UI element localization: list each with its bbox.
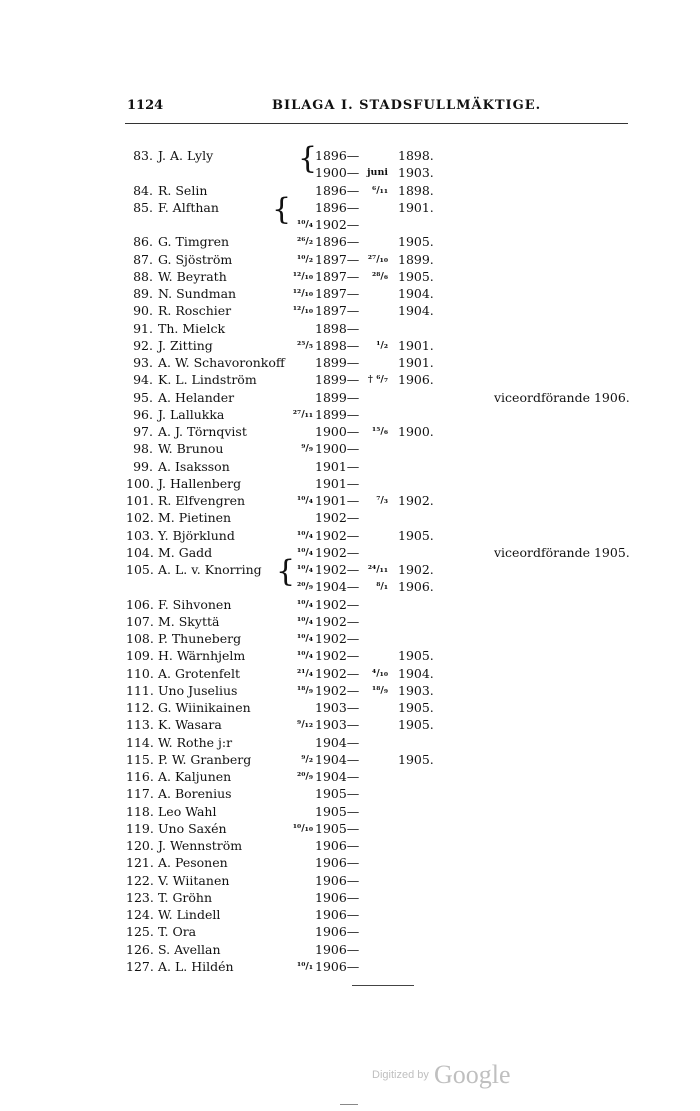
- start-year: 1902—: [315, 631, 360, 646]
- entry-number: 105.: [126, 562, 154, 577]
- list-item: [0, 320, 700, 337]
- member-name: J. A. Lyly: [158, 148, 214, 163]
- member-name: S. Avellan: [158, 941, 221, 957]
- list-item: [0, 268, 700, 285]
- start-date: ¹⁰/₄: [297, 615, 313, 627]
- start-year: 1899—: [315, 372, 360, 388]
- start-date: ²⁶/₂: [297, 236, 313, 248]
- start-year: 1906—: [315, 855, 360, 871]
- list-item: [0, 216, 700, 233]
- end-year: 1905.: [398, 527, 434, 543]
- end-date: † ⁶/₇: [367, 374, 388, 386]
- member-name: A. Borenius: [158, 786, 232, 802]
- entry-number: 121.: [126, 855, 154, 871]
- member-name: J. Zitting: [158, 337, 213, 353]
- start-year: 1906—: [315, 838, 360, 853]
- entry-number: 114.: [126, 734, 154, 750]
- start-date: ¹⁰/₂: [297, 253, 313, 265]
- start-year: 1902—: [315, 665, 360, 681]
- end-year: 1905.: [398, 268, 434, 284]
- start-year: 1906—: [315, 941, 360, 957]
- entry-number: 119.: [126, 820, 154, 836]
- entry-number: 90.: [133, 303, 153, 319]
- member-name: A. Isaksson: [158, 458, 230, 474]
- member-name: Uno Juselius: [158, 682, 238, 698]
- end-rule: [352, 985, 414, 986]
- start-year: 1897—: [315, 286, 360, 301]
- list-item: [0, 941, 700, 958]
- footer-mark: [340, 1104, 358, 1105]
- start-date: ²⁵/₅: [297, 339, 313, 351]
- start-date: ⁹/₂: [301, 753, 313, 765]
- entry-number: 98.: [133, 441, 153, 457]
- start-year: 1899—: [315, 389, 360, 405]
- entry-number: 124.: [126, 907, 154, 922]
- list-item: [0, 665, 700, 682]
- start-date: ¹⁰/₄: [297, 219, 313, 230]
- brace-left: {: [276, 554, 296, 589]
- end-year: 1903.: [398, 682, 434, 698]
- start-year: 1901—: [315, 458, 360, 474]
- start-date: ¹⁰/₄: [297, 546, 313, 558]
- start-year: 1902—: [315, 217, 360, 232]
- member-name: G. Wiinikainen: [158, 700, 251, 715]
- member-name: R. Selin: [158, 182, 208, 198]
- member-name: F. Alfthan: [158, 199, 219, 215]
- end-date: ¹/₂: [376, 339, 388, 351]
- end-year: 1899.: [398, 251, 434, 267]
- start-date: ²⁰/₉: [297, 581, 313, 593]
- start-year: 1905—: [315, 786, 360, 802]
- start-year: 1902—: [315, 510, 360, 526]
- start-year: 1904—: [315, 769, 360, 784]
- brace-left: {: [272, 192, 292, 227]
- watermark-prefix: Digitized by: [372, 1069, 429, 1081]
- end-year: 1905.: [398, 751, 434, 767]
- start-date: ¹²/₁₀: [292, 305, 313, 317]
- list-item: [0, 699, 700, 716]
- list-item: [0, 561, 700, 578]
- member-name: J. Hallenberg: [158, 475, 242, 491]
- start-date: ¹⁰/₄: [297, 495, 313, 506]
- page-title: BILAGA I. STADSFULLMÄKTIGE.: [272, 98, 542, 113]
- entry-number: 104.: [126, 544, 154, 560]
- start-year: 1906—: [315, 872, 360, 888]
- entry-number: 91.: [133, 320, 153, 336]
- end-year: 1906.: [398, 579, 434, 595]
- end-date: ²⁷/₁₀: [367, 253, 388, 265]
- list-item: [0, 302, 700, 319]
- end-year: 1905.: [398, 648, 434, 664]
- end-year: 1905.: [398, 700, 434, 715]
- entry-number: 85.: [133, 199, 153, 215]
- start-year: 1902—: [315, 562, 360, 577]
- entry-number: 84.: [133, 182, 153, 198]
- entry-number: 86.: [133, 234, 153, 250]
- list-item: [0, 389, 700, 406]
- entry-number: 92.: [133, 337, 153, 353]
- list-item: [0, 182, 700, 199]
- list-item: [0, 354, 700, 371]
- member-name: V. Wiitanen: [158, 872, 230, 888]
- member-name: W. Rothe j:r: [158, 734, 233, 750]
- start-date: ¹⁰/₄: [297, 529, 313, 541]
- list-item: [0, 458, 700, 475]
- list-item: [0, 785, 700, 802]
- end-year: 1898.: [398, 148, 434, 163]
- list-item: [0, 406, 700, 423]
- list-item: [0, 803, 700, 820]
- entry-number: 112.: [126, 700, 154, 715]
- entry-number: 123.: [126, 889, 154, 905]
- list-item: [0, 440, 700, 457]
- start-year: 1900—: [315, 441, 360, 457]
- start-year: 1902—: [315, 544, 360, 560]
- list-item: [0, 906, 700, 923]
- end-date: ¹⁵/₆: [372, 426, 388, 437]
- start-date: ²⁷/₁₁: [292, 408, 313, 420]
- list-item: [0, 613, 700, 630]
- entry-note: viceordförande 1905.: [494, 544, 630, 560]
- end-year: 1901.: [398, 355, 434, 370]
- entry-number: 127.: [126, 958, 154, 974]
- list-item: [0, 199, 700, 216]
- entry-number: 103.: [126, 527, 154, 543]
- start-date: ¹⁰/₁: [297, 960, 313, 972]
- list-item: [0, 371, 700, 388]
- list-item: [0, 596, 700, 613]
- start-date: ¹²/₁₀: [292, 288, 313, 299]
- member-name: Uno Saxén: [158, 820, 227, 836]
- end-year: 1901.: [398, 199, 434, 215]
- entry-number: 115.: [126, 751, 154, 767]
- entry-number: 122.: [126, 872, 154, 888]
- end-year: 1898.: [398, 182, 434, 198]
- start-year: 1906—: [315, 924, 360, 940]
- list-item: [0, 578, 700, 595]
- member-name: Th. Mielck: [158, 320, 226, 336]
- member-name: A. L. Hildén: [158, 958, 234, 974]
- entry-number: 125.: [126, 924, 154, 940]
- list-item: [0, 751, 700, 768]
- member-name: T. Gröhn: [158, 889, 213, 905]
- entry-number: 101.: [126, 493, 154, 508]
- entry-number: 126.: [126, 941, 154, 957]
- list-item: [0, 768, 700, 785]
- end-year: 1905.: [398, 234, 434, 250]
- list-item: [0, 958, 700, 975]
- entry-number: 99.: [133, 458, 153, 474]
- member-name: R. Roschier: [158, 303, 232, 319]
- list-item: [0, 854, 700, 871]
- list-item: [0, 337, 700, 354]
- list-item: [0, 872, 700, 889]
- start-year: 1896—: [315, 234, 360, 250]
- start-year: 1898—: [315, 320, 360, 336]
- end-date: ⁴/₁₀: [372, 667, 388, 679]
- digitized-watermark: [372, 1060, 511, 1096]
- list-item: [0, 285, 700, 302]
- entry-number: 111.: [126, 682, 154, 698]
- entry-number: 94.: [133, 372, 153, 388]
- list-item: [0, 647, 700, 664]
- start-year: 1903—: [315, 700, 360, 715]
- start-year: 1900—: [315, 424, 360, 439]
- end-year: 1906.: [398, 372, 434, 388]
- entry-number: 95.: [133, 389, 153, 405]
- start-year: 1905—: [315, 820, 360, 836]
- member-name: N. Sundman: [158, 286, 237, 301]
- list-item: [0, 527, 700, 544]
- brace-left: {: [298, 141, 318, 176]
- start-year: 1903—: [315, 717, 360, 733]
- entry-number: 96.: [133, 406, 153, 422]
- start-year: 1901—: [315, 493, 360, 508]
- end-year: 1904.: [398, 665, 434, 681]
- end-year: 1900.: [398, 424, 434, 439]
- start-year: 1897—: [315, 251, 360, 267]
- start-year: 1906—: [315, 889, 360, 905]
- end-year: 1905.: [398, 717, 434, 733]
- entry-number: 83.: [133, 148, 153, 163]
- list-item: [0, 889, 700, 906]
- end-date: ¹⁸/₉: [372, 684, 388, 696]
- start-date: ⁹/₉: [301, 443, 313, 455]
- start-year: 1899—: [315, 406, 360, 422]
- member-name: Leo Wahl: [158, 803, 217, 819]
- list-item: [0, 509, 700, 526]
- end-year: 1901.: [398, 337, 434, 353]
- list-item: [0, 837, 700, 854]
- start-year: 1902—: [315, 527, 360, 543]
- start-year: 1897—: [315, 303, 360, 319]
- start-year: 1896—: [315, 182, 360, 198]
- member-name: A. Grotenfelt: [158, 665, 240, 681]
- end-year: 1902.: [398, 493, 434, 508]
- member-name: A. L. v. Knorring: [158, 562, 262, 577]
- start-date: ¹²/₁₀: [292, 270, 313, 282]
- start-year: 1904—: [315, 579, 360, 595]
- entry-number: 117.: [126, 786, 154, 802]
- start-date: ¹⁰/₄: [297, 598, 313, 610]
- end-date: ²⁸/₆: [372, 270, 388, 282]
- entry-note: viceordförande 1906.: [494, 389, 630, 405]
- member-name: W. Lindell: [158, 907, 221, 922]
- entry-number: 108.: [126, 631, 154, 646]
- start-year: 1902—: [315, 682, 360, 698]
- list-item: [0, 682, 700, 699]
- list-item: [0, 475, 700, 492]
- start-year: 1899—: [315, 355, 360, 370]
- list-item: [0, 923, 700, 940]
- start-year: 1904—: [315, 751, 360, 767]
- start-year: 1898—: [315, 337, 360, 353]
- member-name: A. W. Schavoronkoff: [158, 355, 285, 370]
- google-logo: Google: [433, 1060, 511, 1089]
- member-name: K. Wasara: [158, 717, 222, 733]
- start-year: 1902—: [315, 596, 360, 612]
- entry-number: 102.: [126, 510, 154, 526]
- start-year: 1896—: [315, 199, 360, 215]
- list-item: [0, 251, 700, 268]
- member-name: P. Thuneberg: [158, 631, 242, 646]
- end-year: 1904.: [398, 286, 434, 301]
- entry-number: 93.: [133, 355, 153, 370]
- entry-number: 89.: [133, 286, 153, 301]
- list-item: [0, 164, 700, 181]
- member-name: P. W. Granberg: [158, 751, 252, 767]
- member-name: W. Beyrath: [158, 268, 227, 284]
- start-date: ¹⁸/₉: [297, 684, 313, 696]
- start-year: 1906—: [315, 958, 360, 974]
- list-item: [0, 233, 700, 250]
- entry-number: 106.: [126, 596, 154, 612]
- entry-number: 120.: [126, 838, 154, 853]
- member-name: K. L. Lindström: [158, 372, 257, 388]
- member-name: G. Timgren: [158, 234, 230, 250]
- member-name: J. Wennström: [158, 838, 243, 853]
- entry-number: 88.: [133, 268, 153, 284]
- start-date: ²¹/₄: [297, 667, 313, 679]
- list-item: [0, 820, 700, 837]
- end-year: 1904.: [398, 303, 434, 319]
- start-year: 1904—: [315, 734, 360, 750]
- start-year: 1906—: [315, 907, 360, 922]
- entry-number: 87.: [133, 251, 153, 267]
- list-item: [0, 734, 700, 751]
- start-year: 1896—: [315, 148, 360, 163]
- page-number: 1124: [127, 98, 164, 113]
- list-item: [0, 423, 700, 440]
- member-name: F. Sihvonen: [158, 596, 232, 612]
- member-name: A. Kaljunen: [158, 769, 232, 784]
- list-item: [0, 630, 700, 647]
- start-year: 1901—: [315, 475, 360, 491]
- list-item: [0, 716, 700, 733]
- end-date: ⁸/₁: [376, 581, 388, 593]
- end-date: juni: [367, 167, 388, 179]
- member-name: W. Brunou: [158, 441, 224, 457]
- start-date: ¹⁰/₄: [297, 650, 313, 662]
- end-date: ⁶/₁₁: [372, 184, 388, 196]
- end-date: ⁷/₃: [376, 495, 388, 506]
- list-item: [0, 544, 700, 561]
- member-name: A. Helander: [158, 389, 235, 405]
- entry-number: 97.: [133, 424, 153, 439]
- member-name: T. Ora: [158, 924, 197, 940]
- start-year: 1900—: [315, 165, 360, 181]
- entry-number: 110.: [126, 665, 154, 681]
- member-name: A. J. Törnqvist: [158, 424, 247, 439]
- entry-number: 107.: [126, 613, 154, 629]
- member-name: M. Pietinen: [158, 510, 232, 526]
- start-date: ¹⁰/₁₀: [292, 822, 313, 834]
- end-date: ²⁴/₁₁: [367, 564, 388, 575]
- entry-number: 113.: [126, 717, 154, 733]
- start-year: 1902—: [315, 613, 360, 629]
- end-year: 1902.: [398, 562, 434, 577]
- member-name: G. Sjöström: [158, 251, 233, 267]
- member-name: R. Elfvengren: [158, 493, 246, 508]
- start-date: ¹⁰/₄: [297, 564, 313, 575]
- end-year: 1903.: [398, 165, 434, 181]
- entry-number: 116.: [126, 769, 154, 784]
- start-date: ²⁰/₉: [297, 771, 313, 782]
- list-item: [0, 492, 700, 509]
- member-name: M. Gadd: [158, 544, 213, 560]
- entry-number: 109.: [126, 648, 154, 664]
- member-name: H. Wärnhjelm: [158, 648, 246, 664]
- start-year: 1905—: [315, 803, 360, 819]
- start-year: 1897—: [315, 268, 360, 284]
- entry-number: 100.: [126, 475, 154, 491]
- start-date: ⁹/₁₂: [297, 719, 313, 731]
- member-name: A. Pesonen: [158, 855, 228, 871]
- list-item: [0, 147, 700, 164]
- start-year: 1902—: [315, 648, 360, 664]
- start-date: ¹⁰/₄: [297, 633, 313, 644]
- member-name: M. Skyttä: [158, 613, 220, 629]
- member-name: J. Lallukka: [158, 406, 225, 422]
- member-name: Y. Björklund: [158, 527, 235, 543]
- entry-number: 118.: [126, 803, 154, 819]
